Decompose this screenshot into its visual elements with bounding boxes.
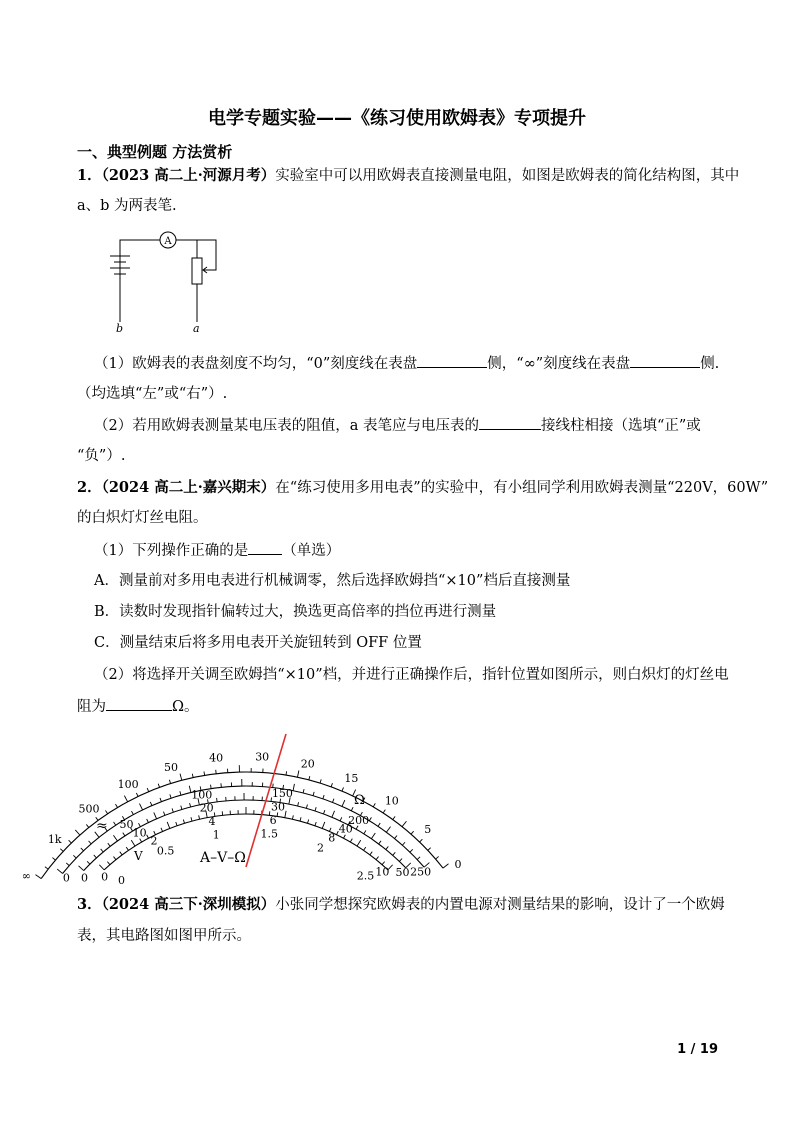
scale-tick — [376, 857, 379, 860]
q2-part2-answer-line — [77, 696, 199, 717]
scale-tick — [306, 805, 307, 809]
low-scale-label: 0 — [118, 873, 126, 887]
scale-tick — [89, 841, 92, 844]
scale-tick — [126, 847, 128, 850]
scale-tick — [340, 817, 342, 821]
scale-tick — [113, 835, 117, 841]
scale-tick — [52, 858, 55, 861]
q1-part1-note: （均选填“左”或“右”）. — [77, 386, 228, 402]
scale-tick — [107, 862, 110, 865]
scale-tick — [167, 822, 170, 829]
scale-tick — [322, 822, 325, 829]
scale-tick — [161, 828, 163, 832]
scale-tick — [393, 816, 395, 819]
scale-tick — [147, 788, 149, 792]
scale-tick — [191, 817, 192, 821]
scale-tick — [382, 862, 385, 865]
scale-tick — [315, 807, 316, 811]
q2-number: 2． — [77, 479, 102, 496]
q2-option-c: C．测量结束后将多用电表开关旋钮转到 OFF 位置 — [94, 635, 422, 651]
q2-part2-text-b: 阻为 — [77, 699, 106, 715]
scale-tick — [94, 855, 97, 858]
scale-tick — [120, 852, 122, 855]
scale-tick — [402, 842, 405, 845]
q1-part1-line — [94, 353, 719, 374]
scale-tick — [73, 855, 76, 858]
ac-scale-label: 10 — [375, 865, 390, 879]
ohm-scale-label: 500 — [78, 802, 100, 816]
scale-tick — [383, 810, 385, 813]
scale-tick — [309, 776, 310, 780]
q2-part1-tail: （单选） — [282, 543, 341, 559]
scale-tick — [410, 849, 413, 852]
ohm-scale-label: ∞ — [21, 869, 31, 883]
scale-tick — [131, 811, 133, 815]
scale-tick — [357, 840, 361, 846]
scale-tick — [183, 819, 184, 823]
scale-tick — [180, 791, 181, 795]
scale-tick — [303, 789, 304, 793]
brand-label: A–V–Ω — [200, 850, 246, 866]
scale-tick — [105, 810, 107, 813]
scale-tick — [86, 824, 89, 827]
page-number: 1 / 19 — [677, 1042, 718, 1057]
scale-tick — [79, 866, 84, 871]
ohm-scale-label: 50 — [163, 760, 178, 774]
q3-stem-b: 表，其电路图如图甲所示。 — [77, 928, 251, 944]
scale-tick — [115, 804, 117, 807]
dc-scale-label: 200 — [348, 813, 370, 827]
q2-source: （2024 高二上·嘉兴期末） — [101, 479, 276, 496]
scale-tick — [378, 823, 380, 826]
scale-tick — [393, 852, 396, 855]
mid-scale-label: 50 — [395, 866, 410, 880]
scale-tick — [169, 780, 170, 784]
q1-circuit-diagram — [100, 226, 240, 336]
scale-tick — [443, 864, 449, 868]
scale-tick — [158, 784, 159, 788]
q2-part1-text: （1）下列操作正确的是 — [94, 543, 249, 559]
scale-tick — [60, 849, 63, 852]
low-scale-label: 1 — [212, 828, 220, 842]
q1-part1-text-c: 侧. — [700, 356, 720, 372]
ohm-scale-label: 20 — [300, 757, 315, 771]
scale-tick — [66, 863, 69, 866]
ac-symbol: ≈ — [96, 818, 108, 834]
q2-part1-line — [94, 540, 340, 561]
scale-tick — [163, 812, 164, 816]
dc-scale-label: 150 — [271, 786, 293, 800]
scale-tick — [297, 771, 298, 778]
scale-tick — [113, 857, 116, 860]
answer-blank[interactable] — [630, 353, 700, 368]
scale-tick — [402, 821, 406, 826]
mid-scale-label: 30 — [271, 800, 286, 814]
q1-stem-a: 实验室中可以用欧姆表直接测量电阻，如图是欧姆表的简化结构图，其中 — [275, 168, 740, 184]
q1-part2-line — [94, 415, 701, 436]
ohm-scale-label: 10 — [384, 794, 399, 808]
scale-tick — [139, 804, 142, 810]
q3-source: （2024 高三下·深圳模拟） — [101, 896, 276, 913]
scale-tick — [417, 857, 420, 860]
answer-blank[interactable] — [248, 540, 282, 555]
scale-tick — [154, 812, 157, 818]
q1-number: 1． — [77, 167, 102, 184]
scale-tick — [180, 774, 182, 781]
scale-tick — [101, 849, 104, 852]
scale-tick — [386, 827, 390, 833]
low-scale-label: 1.5 — [260, 827, 279, 841]
q2-part2-line: （2）将选择开关调至欧姆挡“×10”档，并进行正确操作后，指针位置如图所示，则白炽灯的灯丝电 — [94, 667, 729, 683]
q1-line-1 — [77, 166, 739, 186]
scale-tick — [35, 875, 41, 879]
probe-label-a: a — [193, 322, 200, 335]
scale-tick — [369, 817, 371, 820]
scale-tick — [131, 840, 135, 846]
ohm-scale-label: 30 — [255, 750, 270, 764]
scale-tick — [69, 840, 72, 843]
ac-scale-label: 6 — [269, 813, 277, 827]
scale-tick — [320, 779, 321, 783]
scale-tick — [124, 796, 127, 802]
scale-tick — [351, 807, 353, 811]
scale-tick — [293, 784, 294, 791]
q1-part1-text-a: （1）欧姆表的表盘刻度不均匀，“0”刻度线在表盘 — [94, 356, 418, 372]
scale-tick — [181, 806, 182, 810]
ac-scale-label: 8 — [328, 831, 336, 845]
q2-stem-a: 在“练习使用多用电表”的实验中，有小组同学利用欧姆表测量“220V，60W” — [275, 480, 769, 496]
ammeter-label: A — [164, 236, 172, 247]
scale-tick — [370, 852, 372, 855]
multimeter-dial — [21, 722, 462, 887]
q3-number: 3． — [77, 896, 102, 913]
scale-tick — [399, 859, 402, 862]
q2-option-a: A．测量前对多用电表进行机械调零，然后选择欧姆挡“×10”档后直接测量 — [94, 573, 571, 589]
scale-tick — [75, 830, 80, 835]
scale-tick — [342, 787, 344, 791]
mid-scale-label: 10 — [132, 826, 147, 840]
low-scale-label: 0.5 — [156, 844, 175, 858]
scale-tick — [395, 835, 398, 838]
scale-tick — [298, 802, 299, 806]
ac-scale-label: 2 — [150, 834, 158, 848]
q3-line-1 — [77, 895, 725, 915]
scale-tick — [176, 822, 177, 826]
scale-tick — [411, 831, 414, 834]
mid-scale-label: 40 — [338, 822, 353, 836]
dc-scale-label: 250 — [410, 865, 432, 879]
q2-option-b: B．读数时发现指针偏转过大，换选更高倍率的挡位再进行测量 — [94, 604, 497, 620]
scale-tick — [386, 846, 389, 849]
scale-tick — [323, 795, 324, 799]
scale-tick — [323, 810, 324, 814]
scale-tick — [123, 833, 125, 836]
scale-tick — [300, 817, 301, 821]
scale-tick — [436, 856, 439, 859]
scale-tick — [315, 822, 316, 826]
dc-scale-label: 0 — [62, 871, 70, 885]
scale-tick — [99, 865, 104, 870]
ohm-scale-label: 1k — [47, 833, 62, 847]
scale-tick — [350, 839, 352, 842]
mid-scale-label: 20 — [199, 801, 214, 815]
scale-tick — [147, 835, 149, 839]
scale-tick — [313, 792, 314, 796]
scale-tick — [170, 794, 171, 798]
scale-tick — [308, 819, 309, 823]
scale-tick — [420, 839, 423, 842]
answer-blank[interactable] — [479, 415, 541, 430]
dc-scale-label: 50 — [119, 817, 134, 831]
q1-source: （2023 高二上·河源月考） — [101, 167, 276, 184]
scale-tick — [428, 848, 431, 851]
scale-tick — [192, 774, 193, 778]
dc-scale-label: 100 — [191, 788, 213, 802]
scale-tick — [217, 798, 218, 802]
scale-tick — [108, 843, 110, 846]
scale-tick — [371, 833, 375, 839]
scale-tick — [45, 867, 48, 869]
scale-tick — [332, 799, 333, 803]
low-scale-label: 2 — [316, 841, 324, 855]
ohm-scale-label: 15 — [344, 772, 359, 786]
scale-tick — [204, 772, 205, 776]
low-scale-label: 2.5 — [356, 869, 375, 883]
scale-tick — [379, 841, 381, 844]
scale-tick — [172, 808, 173, 812]
scale-tick — [364, 830, 366, 833]
scale-tick — [147, 819, 149, 823]
q1-part2-note: “负”）. — [77, 448, 126, 464]
q1-part2-text-a: （2）若用欧姆表测量某电压表的阻值，a 表笔应与电压表的 — [94, 418, 479, 434]
scale-tick — [136, 793, 138, 797]
scale-tick — [160, 798, 161, 802]
ohm-scale-label: 40 — [209, 751, 224, 765]
q1-stem-b: a、b 为两表笔. — [77, 198, 177, 214]
ac-scale-label: 4 — [208, 814, 216, 828]
dc-symbol: V — [134, 849, 143, 863]
q2-stem-b: 的白炽灯灯丝电阻。 — [77, 510, 208, 526]
q1-part1-text-b: 侧，“∞”刻度线在表盘 — [487, 356, 631, 372]
page-title: 电学专题实验——《练习使用欧姆表》专项提升 — [208, 108, 586, 129]
scale-tick — [373, 803, 375, 806]
answer-blank[interactable] — [106, 696, 172, 711]
answer-blank[interactable] — [417, 353, 487, 368]
ohm-scale-label: 0 — [454, 858, 462, 872]
scale-tick — [199, 815, 200, 819]
ohm-scale-label: 5 — [424, 823, 432, 837]
scale-tick — [292, 815, 293, 819]
scale-tick — [331, 783, 332, 787]
scale-tick — [87, 861, 90, 864]
scale-tick — [364, 847, 366, 850]
scale-tick — [81, 848, 84, 851]
q2-line-1 — [77, 478, 768, 498]
q3-stem-a: 小张同学想探究欧姆表的内置电源对测量结果的影响，设计了一个欧姆 — [275, 897, 725, 913]
probe-label-b: b — [116, 322, 124, 335]
scale-tick — [342, 800, 345, 806]
mid-scale-label: 0 — [80, 871, 88, 885]
scale-tick — [190, 803, 191, 807]
ohm-scale-label: 100 — [117, 777, 139, 791]
scale-tick — [332, 811, 335, 817]
scale-tick — [57, 869, 62, 873]
scale-tick — [150, 802, 152, 806]
scale-tick — [286, 771, 287, 775]
ohm-unit-label: Ω — [354, 793, 365, 808]
scale-tick — [114, 822, 116, 825]
ac-scale-label: 0 — [101, 870, 109, 884]
q1-part2-text-b: 接线柱相接（选填“正”或 — [540, 418, 701, 434]
section-heading: 一、典型例题 方法赏析 — [77, 143, 233, 161]
q2-part2-text-c: Ω。 — [172, 699, 199, 715]
